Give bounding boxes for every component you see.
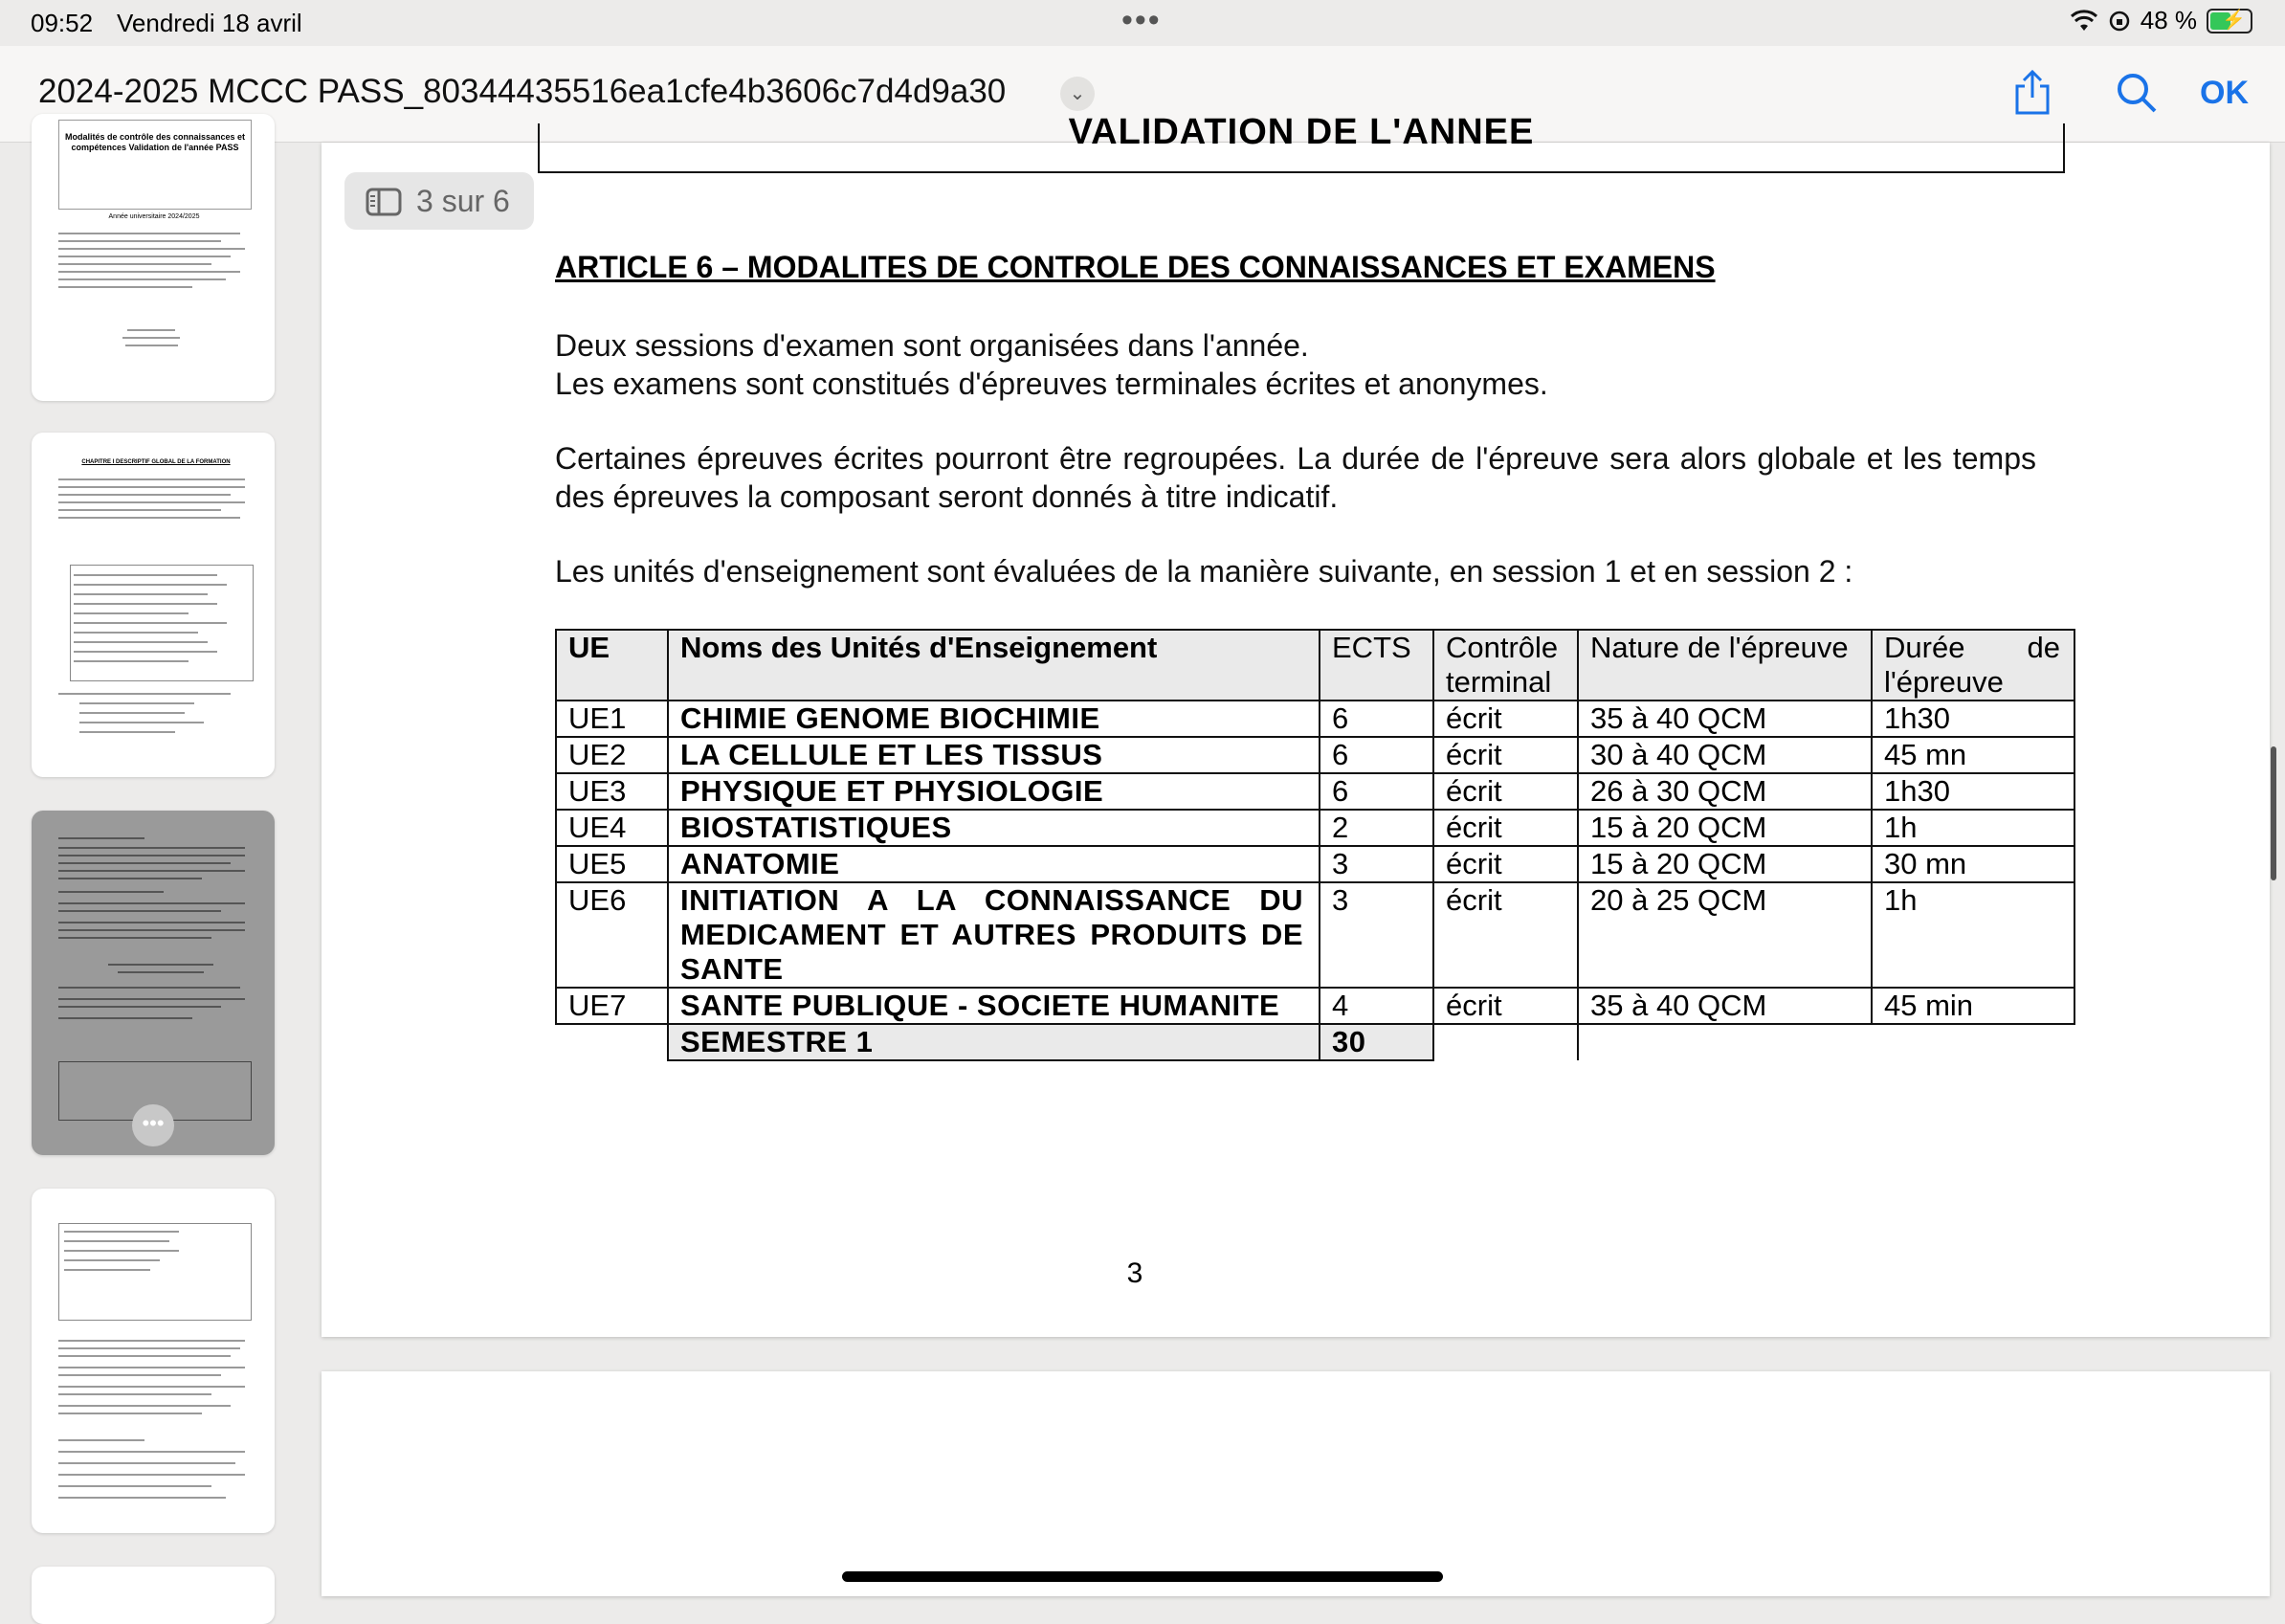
pdf-page-4[interactable]: [322, 1371, 2270, 1596]
cell-ects: 3: [1320, 846, 1433, 882]
cell-ects: 3: [1320, 882, 1433, 988]
thumbnail-chapter-title: CHAPITRE I DESCRIPTIF GLOBAL DE LA FORMATION: [81, 459, 231, 465]
cell-ects: 6: [1320, 773, 1433, 810]
cell-control: écrit: [1433, 846, 1578, 882]
paragraph-evaluation: Les unités d'enseignement sont évaluées de la manière suivante, en session 1 et en session 2 :: [555, 554, 1853, 589]
cell-duration: 1h30: [1872, 701, 2074, 737]
cell-duration: 45 min: [1872, 988, 2074, 1024]
status-date: Vendredi 18 avril: [117, 9, 302, 37]
thumbnail-page-1[interactable]: [32, 114, 275, 401]
header-control-l2: terminal: [1446, 665, 1552, 699]
cell-name: ANATOMIE: [668, 846, 1320, 882]
cell-name: INITIATION A LA CONNAISSANCE DU MEDICAMENT ET AUTRES PRODUITS DE SANTE: [668, 882, 1320, 988]
cell-duration: 1h30: [1872, 773, 2074, 810]
table-total-row: [556, 1024, 2074, 1060]
cell-control: écrit: [1433, 810, 1578, 846]
cell-name: LA CELLULE ET LES TISSUS: [668, 737, 1320, 773]
home-indicator[interactable]: [842, 1571, 1443, 1582]
orientation-lock-icon: [2108, 10, 2131, 33]
table-row: [556, 846, 2074, 882]
thumbnail-page-4[interactable]: [32, 1189, 275, 1533]
cell-control: écrit: [1433, 737, 1578, 773]
cell-ue: UE1: [556, 701, 668, 737]
header-control: [1433, 630, 1578, 701]
table-header-row: [556, 630, 2074, 701]
scroll-indicator[interactable]: [2271, 746, 2276, 880]
ok-button[interactable]: OK: [2200, 75, 2249, 111]
header-nature: Nature de l'épreuve: [1578, 630, 1872, 701]
multitasking-dots-icon[interactable]: •••: [1121, 2, 1162, 38]
cell-control: écrit: [1433, 701, 1578, 737]
cell-ects: 6: [1320, 701, 1433, 737]
cell-empty: [1433, 1024, 1578, 1060]
thumbnail-cover-sub: Année universitaire 2024/2025: [108, 213, 200, 220]
cell-nature: 35 à 40 QCM: [1578, 701, 1872, 737]
cell-duration: 1h: [1872, 810, 2074, 846]
thumbnail-page-3-selected[interactable]: [32, 811, 275, 1155]
battery-percent: 48 %: [2140, 6, 2197, 34]
page-number: 3: [1126, 1257, 1143, 1289]
cell-ue: UE4: [556, 810, 668, 846]
cell-nature: 15 à 20 QCM: [1578, 846, 1872, 882]
header-ects: ECTS: [1320, 630, 1433, 701]
header-duration-l1: Durée de: [1884, 631, 2060, 664]
paragraph-line: Les examens sont constitués d'épreuves terminales écrites et anonymes.: [555, 367, 1548, 401]
chevron-down-icon[interactable]: ⌄: [1060, 77, 1095, 111]
cell-ue: UE2: [556, 737, 668, 773]
thumbnail-table: [58, 1223, 252, 1321]
thumbnail-cover-box: Modalités de contrôle des connaissances et compétences Validation de l'année PASS: [58, 120, 252, 210]
header-ue: UE: [556, 630, 668, 701]
sidebar-toggle-icon[interactable]: [366, 188, 402, 216]
section-header: VALIDATION DE L'ANNEE: [1068, 112, 1535, 152]
table-row: [556, 701, 2074, 737]
cell-empty: [556, 1024, 668, 1060]
header-control-l1: Contrôle: [1446, 631, 1559, 664]
cell-name: PHYSIQUE ET PHYSIOLOGIE: [668, 773, 1320, 810]
document-title[interactable]: 2024-2025 MCCC PASS_80344435516ea1cfe4b3606c7d4d9a30: [38, 73, 1007, 110]
paragraph-sessions: [555, 326, 1548, 403]
cell-duration: 1h: [1872, 882, 2074, 988]
section-header-box: [538, 112, 2065, 173]
cell-control: écrit: [1433, 988, 1578, 1024]
thumbnail-sidebar[interactable]: [0, 132, 306, 1596]
cell-nature: 26 à 30 QCM: [1578, 773, 1872, 810]
table-row: [556, 737, 2074, 773]
cell-ects: 4: [1320, 988, 1433, 1024]
cell-name: BIOSTATISTIQUES: [668, 810, 1320, 846]
cell-control: écrit: [1433, 882, 1578, 988]
header-duration-l2: l'épreuve: [1884, 665, 2004, 699]
more-options-icon[interactable]: •••: [132, 1104, 174, 1146]
cell-duration: 30 mn: [1872, 846, 2074, 882]
cell-nature: 15 à 20 QCM: [1578, 810, 1872, 846]
cell-nature: 30 à 40 QCM: [1578, 737, 1872, 773]
cell-ue: UE3: [556, 773, 668, 810]
thumbnail-page-2[interactable]: [32, 433, 275, 777]
paragraph-regroupement: Certaines épreuves écrites pourront être regroupées. La durée de l'épreuve sera alors globale et les temps des épreuves la composant seront donnés à titre indicatif.: [555, 441, 2036, 514]
header-name: Noms des Unités d'Enseignement: [668, 630, 1320, 701]
cell-ects: 6: [1320, 737, 1433, 773]
cell-name: SANTE PUBLIQUE - SOCIETE HUMANITE: [668, 988, 1320, 1024]
cell-empty: [1872, 1024, 2074, 1060]
status-bar: [0, 0, 2285, 46]
battery-icon: ⚡: [2207, 9, 2252, 33]
status-time: 09:52: [31, 9, 94, 37]
page-counter[interactable]: [344, 172, 534, 230]
cell-ue: UE5: [556, 846, 668, 882]
share-icon[interactable]: [2011, 69, 2053, 117]
cell-nature: 20 à 25 QCM: [1578, 882, 1872, 988]
cell-ects: 2: [1320, 810, 1433, 846]
page-counter-label: 3 sur 6: [416, 184, 510, 218]
article-title: ARTICLE 6 – MODALITES DE CONTROLE DES CONNAISSANCES ET EXAMENS: [555, 250, 1716, 284]
pdf-page-3[interactable]: [322, 112, 2270, 1337]
cell-ue: UE7: [556, 988, 668, 1024]
ue-table: [555, 629, 2075, 1061]
wifi-icon: [2070, 10, 2098, 33]
table-row: [556, 773, 2074, 810]
cell-control: écrit: [1433, 773, 1578, 810]
table-row: [556, 810, 2074, 846]
cell-ue: UE6: [556, 882, 668, 988]
table-row: [556, 882, 2074, 988]
cell-total-ects: 30: [1320, 1024, 1433, 1060]
table-row: [556, 988, 2074, 1024]
status-right: [2070, 6, 2252, 35]
cell-empty: [1578, 1024, 1872, 1060]
paragraph-line: Deux sessions d'examen sont organisées dans l'année.: [555, 328, 1309, 363]
cell-nature: 35 à 40 QCM: [1578, 988, 1872, 1024]
thumbnail-page-5[interactable]: [32, 1567, 275, 1624]
cell-name: CHIMIE GENOME BIOCHIMIE: [668, 701, 1320, 737]
search-icon[interactable]: [2115, 71, 2159, 115]
header-duration: [1872, 630, 2074, 701]
cell-duration: 45 mn: [1872, 737, 2074, 773]
cell-total-label: SEMESTRE 1: [668, 1024, 1320, 1060]
